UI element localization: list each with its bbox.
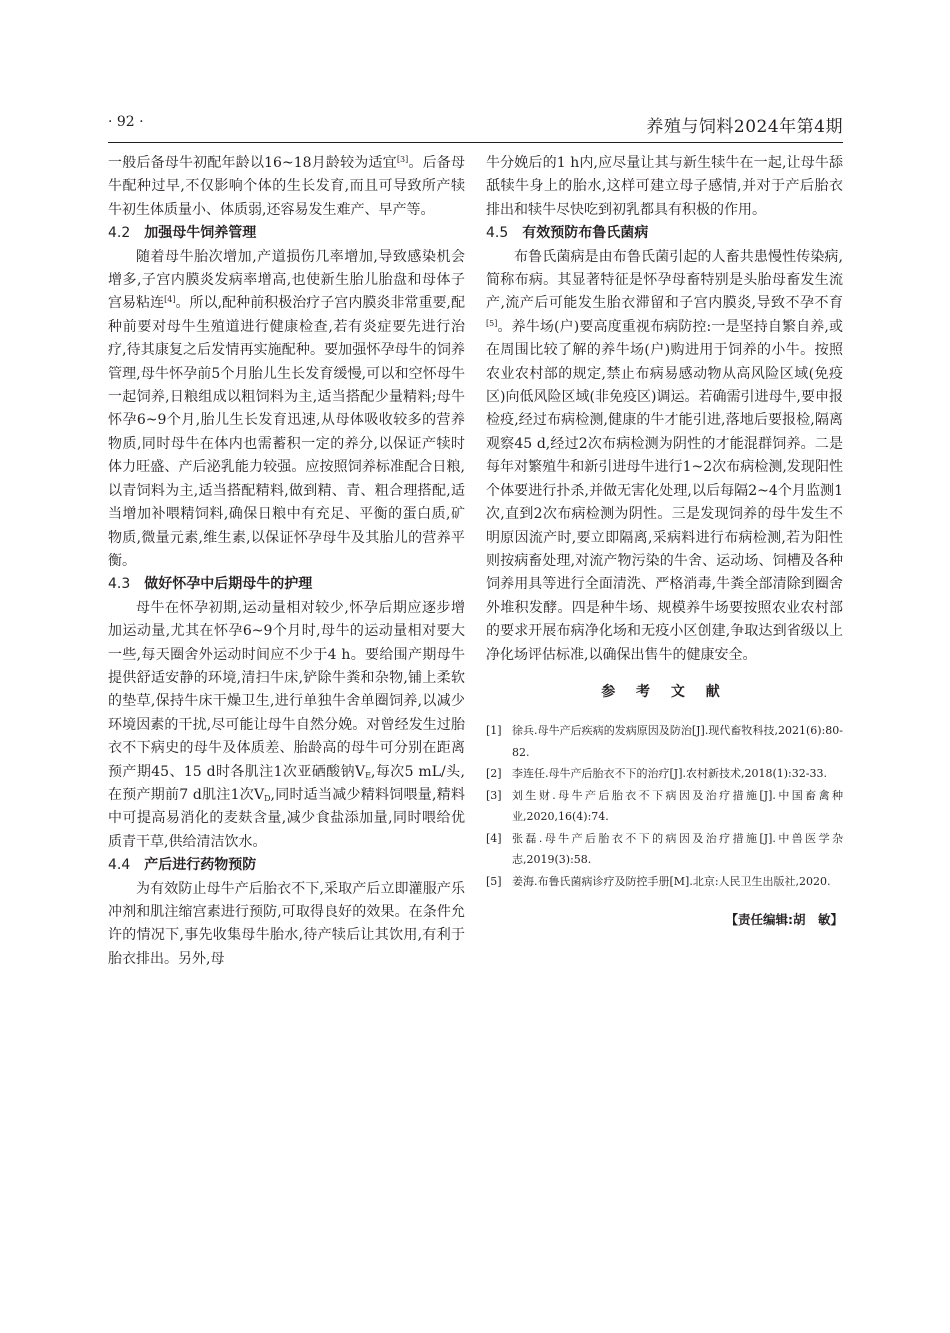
reference-item[interactable]: [2] 李连任.母牛产后胎衣不下的治疗[J].农村新技术,2018(1):32-33. [486, 767, 827, 781]
section-heading-4-3: 4.3 做好怀孕中后期母牛的护理 [108, 576, 313, 593]
citation[interactable]: [5] [486, 318, 498, 328]
continuation-paragraph: 牛分娩后的1 h内,应尽量让其与新生犊牛在一起,让母牛舔舐犊牛身上的胎水,这样可建立母子感情,并对于产后胎衣排出和犊牛尽快吃到初乳都具有积极的作用。 [486, 155, 843, 218]
right-column [486, 152, 843, 932]
section-heading-4-2: 4.2 加强母牛饲养管理 [108, 225, 257, 242]
intro-paragraph: 一般后备母牛初配年龄以16~18月龄较为适宜[3]。后备母牛配种过早,不仅影响个体的生长发育,而且可导致所产犊牛初生体质量小、体质弱,还容易发生难产、早产等。 [108, 155, 465, 218]
reference-item[interactable]: [1] 徐兵.母牛产后疾病的发病原因及防治[J].现代畜牧科技,2021(6):80-82. [486, 724, 843, 759]
reference-list [486, 720, 843, 892]
section-4-3-paragraph: 母牛在怀孕初期,运动量相对较少,怀孕后期应逐步增加运动量,尤其在怀孕6~9个月时,母牛的运动量相对要大一些,每天圈舍外运动时间应不少于4 h。要给围产期母牛提供舒适安静的环境,清扫牛床,铲除牛粪和杂物,铺上柔软的垫草,保持牛床干燥卫生,进行单独牛舍单圈饲养,以减少环境因素的干扰,尽可能让母牛自然分娩。对曾经发生过胎衣不下病史的母牛及体质差、胎龄高的母牛可分别在距离预产期45、15 d时各肌注1次亚硒酸钠$V_E$,每次5 mL/头,在预产期前7 d肌注1次$V_D$,同时适当减少精料饲喂量,精料中可提高易消化的麦麸含量,减少食盐添加量,同时喂给优质青干草,供给清洁饮水。 [108, 599, 466, 850]
section-4-5-paragraph: 布鲁氏菌病是由布鲁氏菌引起的人畜共患慢性传染病,简称布病。其显著特征是怀孕母畜特别是头胎母畜发生流产,流产后可能发生胎衣滞留和子宫内膜炎,导致不孕不育[5]。养牛场(户)要高度重视布病防控:一是坚持自繁自养,或在周围比较了解的养牛场(户)购进用于饲养的小牛。按照农业农村部的规定,禁止布病易感动物从高风险区域(免疫区)向低风险区域(非免疫区)调运。若确需引进母牛,要申报检疫,经过布病检测,健康的牛才能引进,落地后要报检,隔离观察45 d,经过2次布病检测为阴性的才能混群饲养。二是每年对繁殖牛和新引进母牛进行1~2次布病检测,发现阳性个体要进行扑杀,并做无害化处理,以后每隔2~4个月监测1次,直到2次布病检测为阴性。三是发现饲养的母牛发生不明原因流产时,要立即隔离,采病料进行布病检测,若为阳性则按病畜处理,对流产物污染的牛舍、运动场、饲槽及各种饲养用具等进行全面清洗、严格消毒,牛粪全部清除到圈舍外堆积发酵。四是种牛场、规模养牛场要按照农业农村部的要求开展布病净化场和无疫小区创建,争取达到省级以上净化场评估标准,以确保出售牛的健康安全。 [486, 248, 843, 663]
responsible-editor: 【责任编辑:胡 敏】 [725, 912, 843, 928]
page-number: · 92 · [108, 114, 144, 130]
section-heading-4-5: 4.5 有效预防布鲁氏菌病 [486, 225, 649, 242]
journal-title: 养殖与饲料2024年第4期 [646, 117, 843, 137]
reference-item[interactable]: [4] 张磊.母牛产后胎衣不下的病因及治疗措施[J].中兽医学杂志,2019(3):58. [486, 831, 843, 867]
section-heading-4-4: 4.4 产后进行药物预防 [108, 857, 257, 874]
citation[interactable]: [3] [396, 155, 409, 164]
citation[interactable]: [4] [164, 295, 176, 305]
running-header [108, 112, 843, 143]
references-title: 参 考 文 献 [601, 683, 728, 700]
left-column [108, 152, 465, 971]
section-4-4-paragraph: 为有效防止母牛产后胎衣不下,采取产后立即灌服产乐冲剂和肌注缩宫素进行预防,可取得良好的效果。在条件允许的情况下,事先收集母牛胎水,待产犊后让其饮用,有利于胎衣排出。另外,母 [108, 880, 465, 967]
reference-item[interactable]: [3] 刘生财.母牛产后胎衣不下病因及治疗措施[J].中国畜禽种业,2020,16(4):74. [486, 788, 843, 824]
reference-item[interactable]: [5] 姜海.布鲁氏菌病诊疗及防控手册[M].北京:人民卫生出版社,2020. [486, 874, 831, 888]
section-4-2-paragraph: 随着母牛胎次增加,产道损伤几率增加,导致感染机会增多,子宫内膜炎发病率增高,也使新生胎儿胎盘和母体子宫易粘连[4]。所以,配种前积极治疗子宫内膜炎非常重要,配种前要对母牛生殖道进行健康检查,若有炎症要先进行治疗,待其康复之后发情再实施配种。要加强怀孕母牛的饲养管理,母牛怀孕前5个月胎儿生长发育缓慢,可以和空怀母牛一起饲养,日粮组成以粗饲料为主,适当搭配少量精料;母牛怀孕6~9个月,胎儿生长发育迅速,从母体吸收较多的营养物质,同时母牛在体内也需蓄积一定的养分,以保证产犊时体力旺盛、产后泌乳能力较强。应按照饲养标准配合日粮,以青饲料为主,适当搭配精料,做到精、青、粗合理搭配,适当增加补喂精饲料,确保日粮中有充足、平衡的蛋白质,矿物质,微量元素,维生素,以保证怀孕母牛及其胎儿的营养平衡。 [108, 248, 466, 569]
